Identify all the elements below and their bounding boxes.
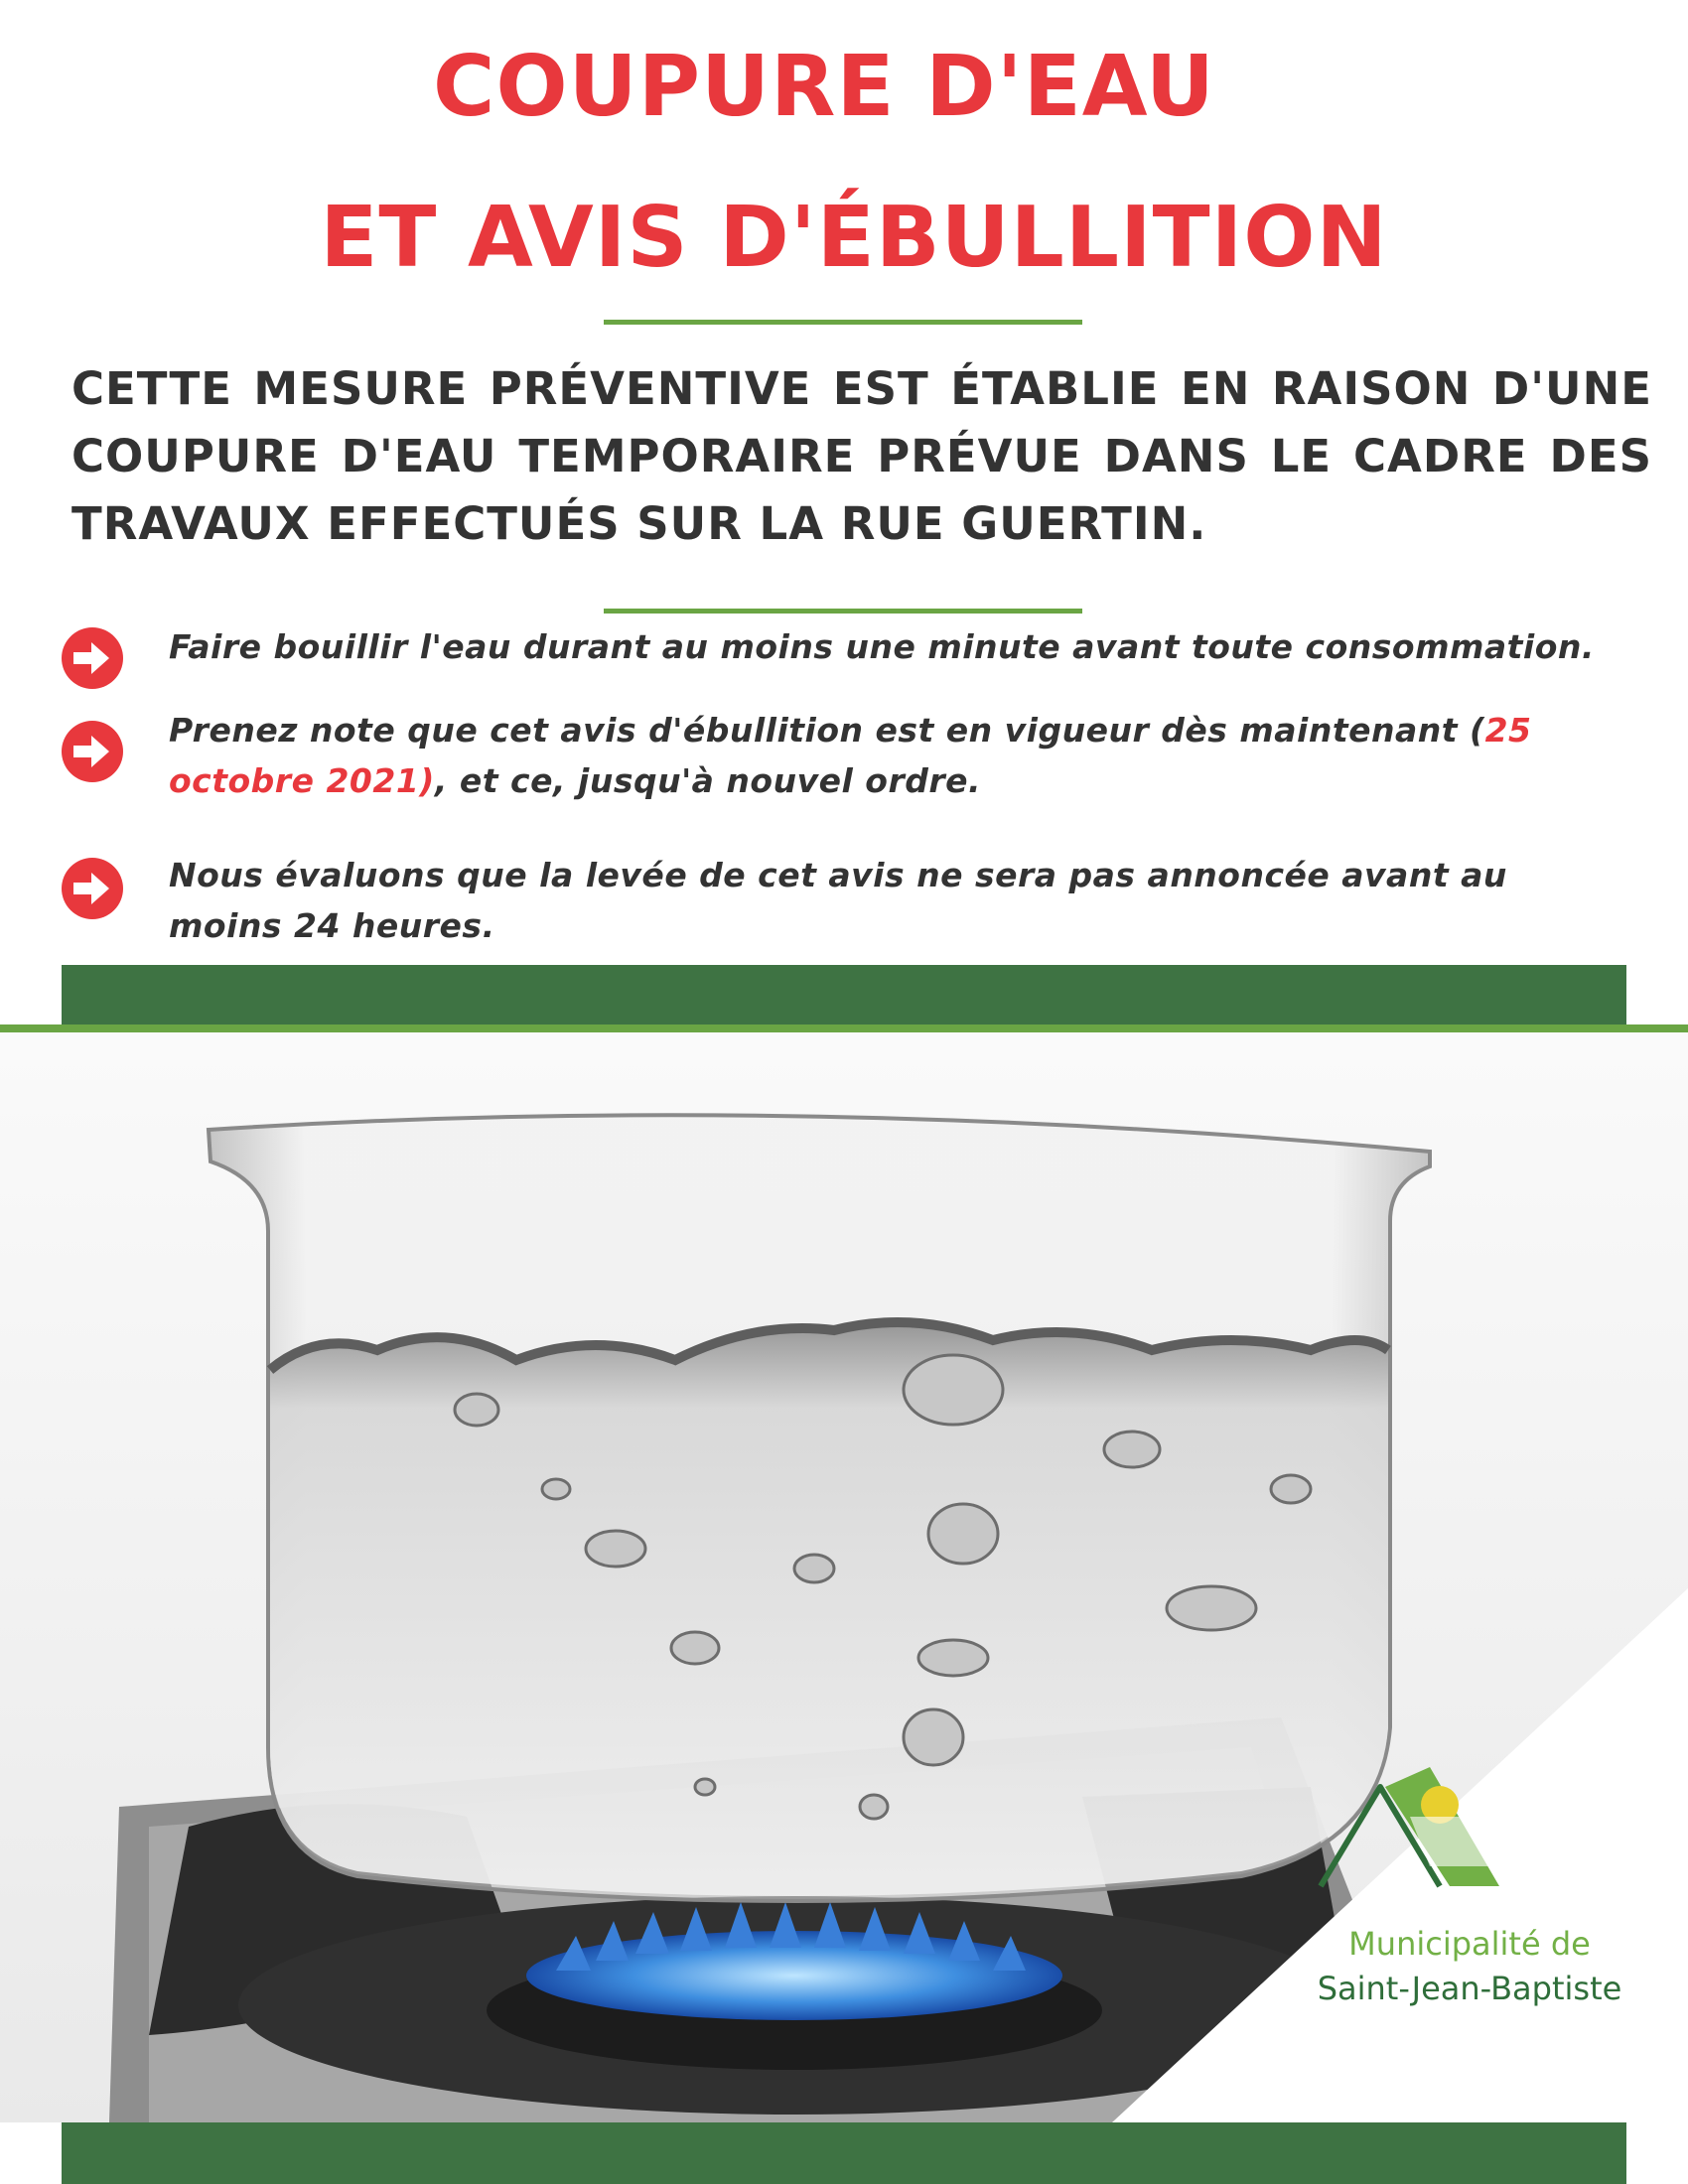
green-band-bottom <box>62 2122 1626 2184</box>
intro-paragraph <box>71 355 1652 558</box>
green-line-accent <box>0 1024 1688 1032</box>
divider-middle <box>604 609 1082 614</box>
title-line-1: COUPURE D'EAU <box>433 38 1215 136</box>
bullet-text-1: Faire bouillir l'eau durant au moins une minute avant toute consommation. <box>169 627 1595 666</box>
intro-line-3: TRAVAUX EFFECTUÉS SUR LA RUE GUERTIN. <box>71 497 1207 550</box>
intro-line-2: COUPURE D'EAU TEMPORAIRE PRÉVUE DANS LE CADRE DES <box>71 430 1652 482</box>
bullet-text-2-start: Prenez note que cet avis d'ébullition est en vigueur dès maintenant ( <box>169 711 1485 750</box>
green-band-top <box>62 965 1626 1024</box>
arrow-right-icon <box>60 719 125 784</box>
bullet-text-2 <box>169 705 1618 806</box>
divider-top <box>604 320 1082 325</box>
bullet-date-highlight: 25 octobre 2021) <box>169 711 1532 800</box>
logo-text-saint-jean-baptiste: Saint-Jean-Baptiste <box>1317 1970 1622 2007</box>
bullet-text-3: Nous évaluons que la levée de cet avis ne sera pas annoncée avant au moins 24 heures. <box>169 856 1507 945</box>
arrow-right-icon <box>60 625 125 691</box>
title-line-2: ET AVIS D'ÉBULLITION <box>320 189 1388 287</box>
logo-text-municipalite: Municipalité de <box>1348 1925 1591 1963</box>
arrow-right-icon <box>60 856 125 921</box>
intro-line-1: CETTE MESURE PRÉVENTIVE EST ÉTABLIE EN RAISON D'UNE <box>71 362 1652 415</box>
bullet-text-2-end: , et ce, jusqu'à nouvel ordre. <box>434 761 982 800</box>
